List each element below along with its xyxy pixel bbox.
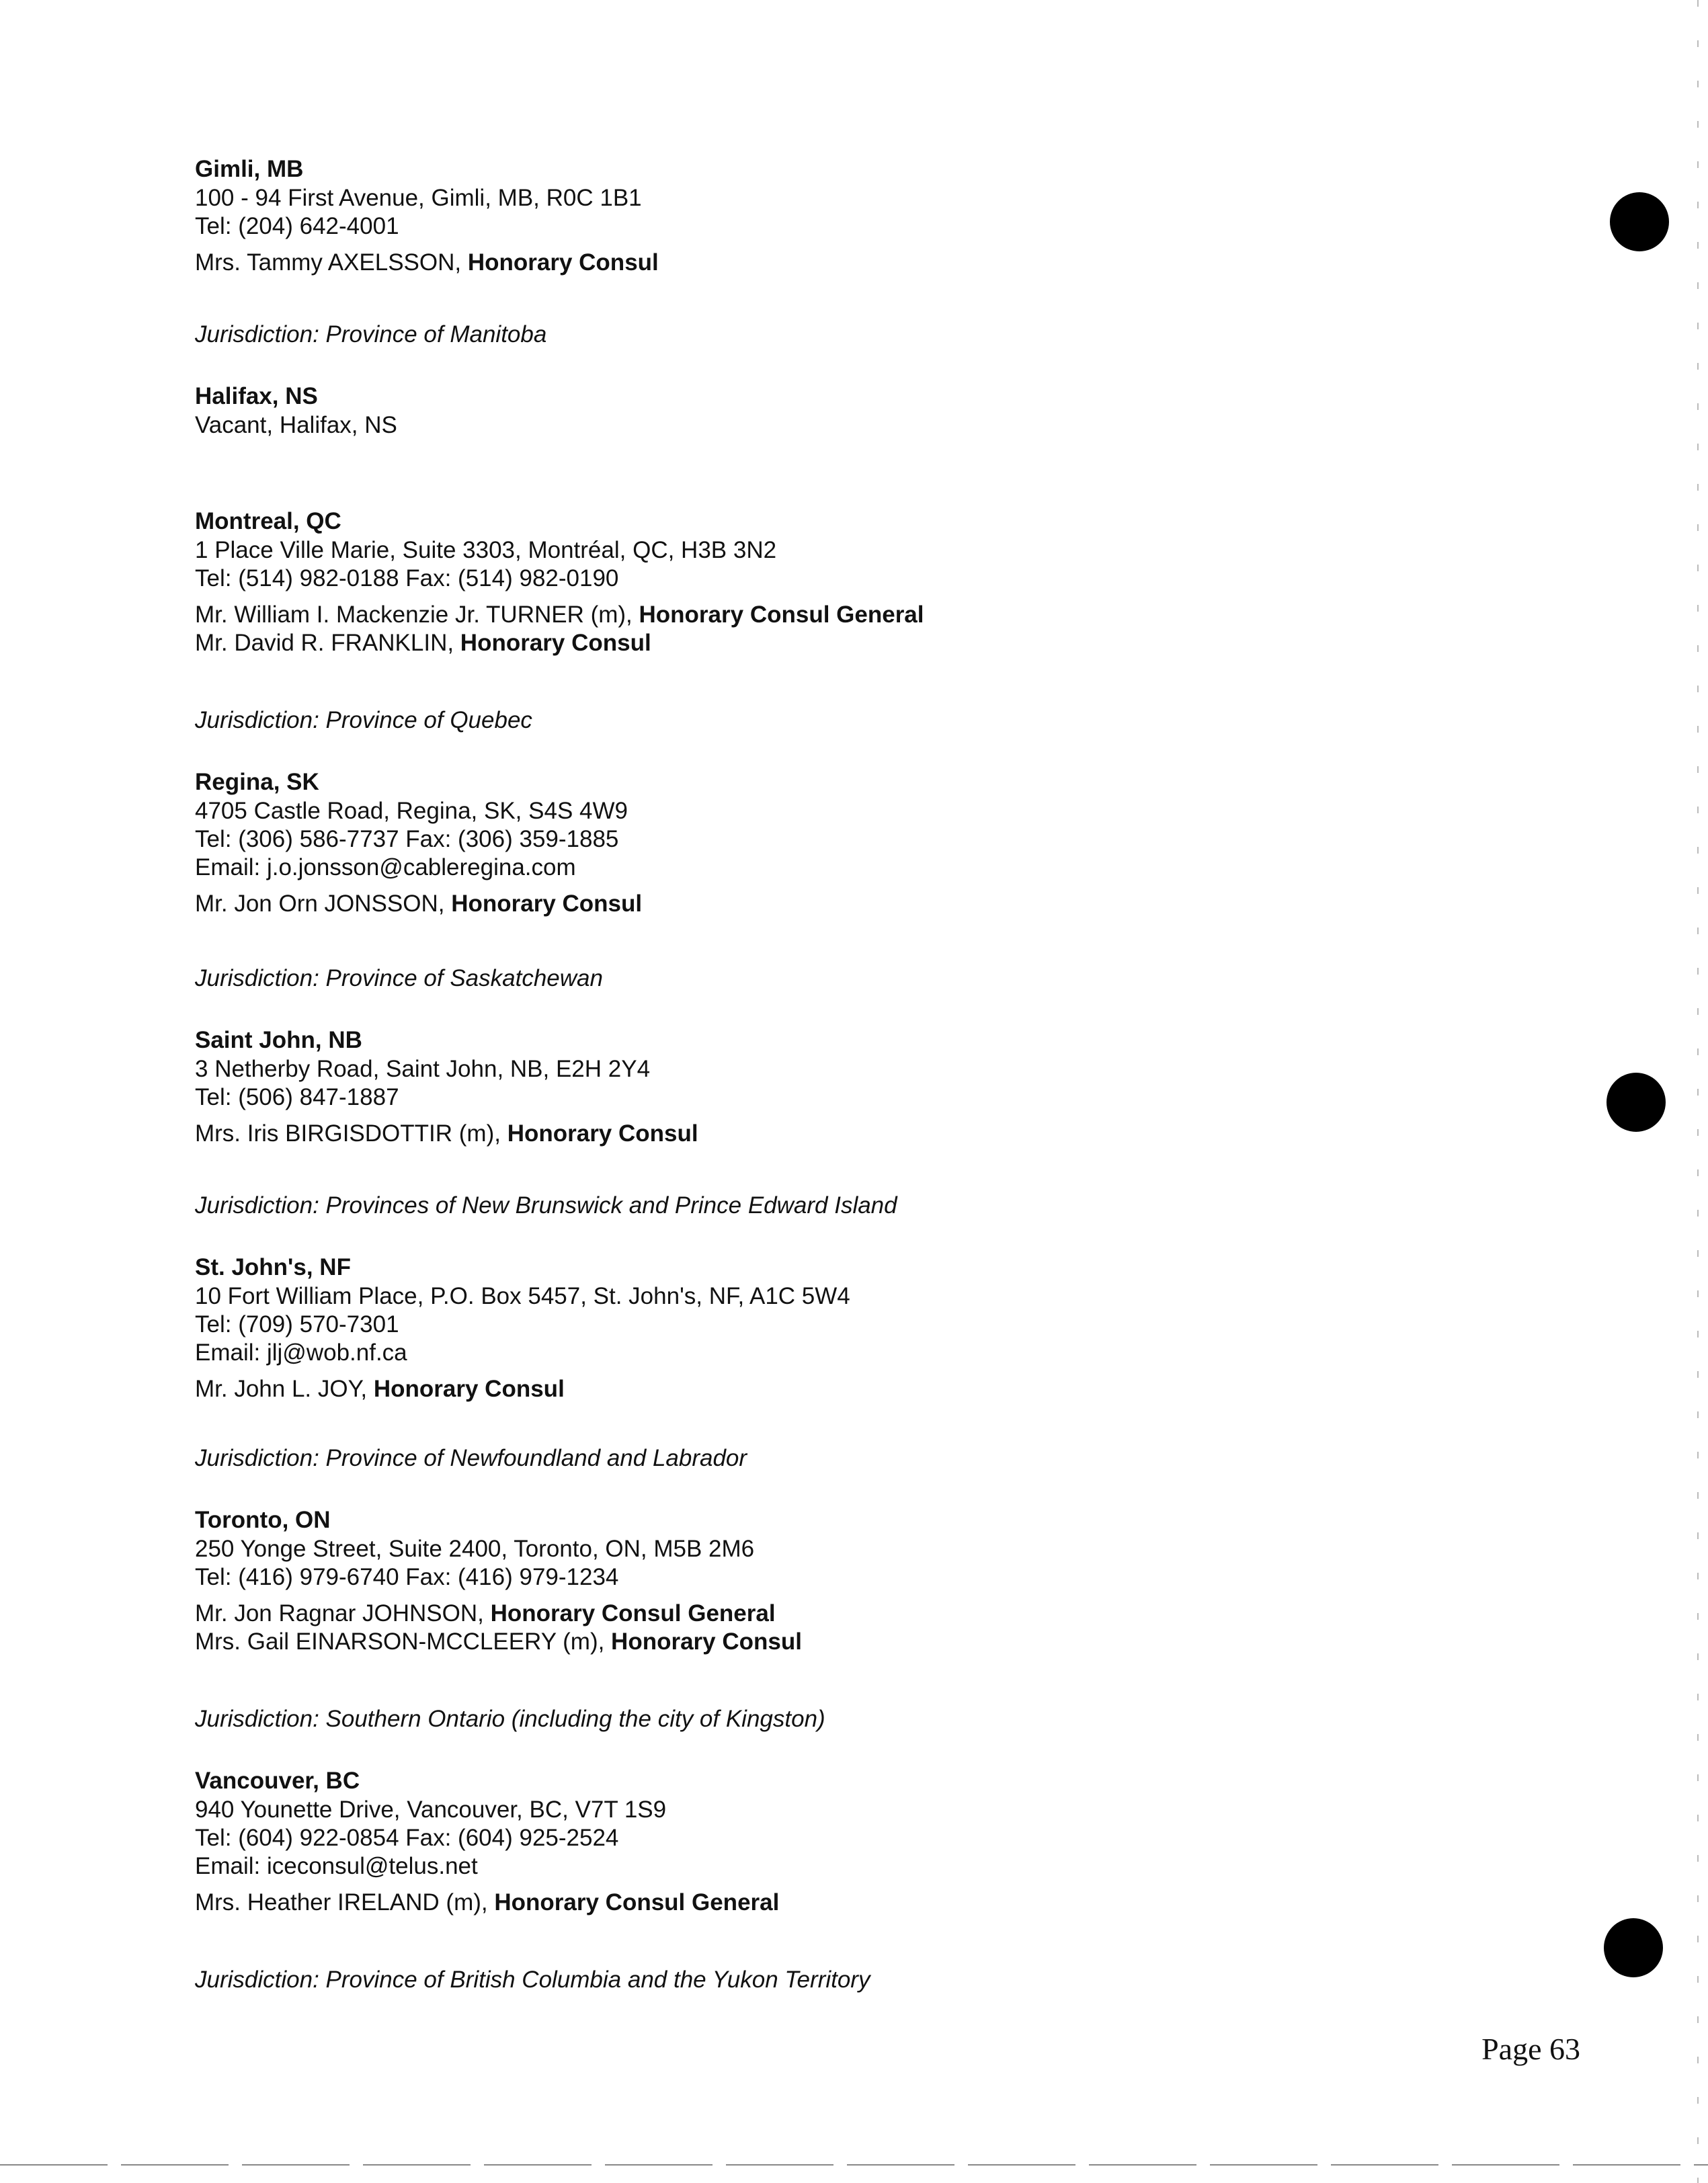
consul-name: Mrs. Gail EINARSON-MCCLEERY (m), xyxy=(195,1629,612,1655)
consul-name: Mrs. Iris BIRGISDOTTIR (m), xyxy=(195,1120,507,1147)
consul-title: Honorary Consul xyxy=(373,1376,565,1402)
email-line: Email: jlj@wob.nf.ca xyxy=(195,1340,407,1366)
consul-title: Honorary Consul General xyxy=(490,1600,776,1626)
city-heading: Regina, SK xyxy=(195,769,319,795)
jurisdiction-st-johns: Jurisdiction: Province of Newfoundland and Labrador xyxy=(195,1445,747,1471)
consul-name: Mr. William I. Mackenzie Jr. TURNER (m), xyxy=(195,602,639,628)
phone-line: Tel: (506) 847-1887 xyxy=(195,1084,399,1110)
address-line: 940 Younette Drive, Vancouver, BC, V7T 1S9 xyxy=(195,1797,667,1823)
consul-name: Mr. David R. FRANKLIN, xyxy=(195,630,460,656)
address-line: 100 - 94 First Avenue, Gimli, MB, R0C 1B1 xyxy=(195,185,642,211)
consulate-entry-montreal xyxy=(195,507,1270,657)
consul-line xyxy=(195,890,1270,918)
consul-name: Mrs. Heather IRELAND (m), xyxy=(195,1889,495,1916)
consul-line xyxy=(195,1375,1270,1403)
address-line: 10 Fort William Place, P.O. Box 5457, St. John's, NF, A1C 5W4 xyxy=(195,1283,850,1309)
scan-edge-right xyxy=(1697,0,1699,2183)
consulate-entry-regina xyxy=(195,768,1270,918)
consul-title: Honorary Consul xyxy=(507,1120,698,1147)
city-heading: Montreal, QC xyxy=(195,508,341,534)
address-line: 3 Netherby Road, Saint John, NB, E2H 2Y4 xyxy=(195,1056,651,1082)
punch-hole xyxy=(1610,192,1669,251)
consul-name: Mr. Jon Orn JONSSON, xyxy=(195,891,452,917)
punch-hole xyxy=(1607,1073,1666,1132)
jurisdiction-gimli: Jurisdiction: Province of Manitoba xyxy=(195,321,547,347)
punch-hole xyxy=(1604,1918,1663,1977)
page-number: Page 63 xyxy=(1481,2032,1580,2066)
phone-line: Tel: (514) 982-0188 Fax: (514) 982-0190 xyxy=(195,565,619,591)
scan-edge-bottom xyxy=(0,2164,1708,2166)
consul-title: Honorary Consul xyxy=(467,249,659,276)
consulate-entry-toronto xyxy=(195,1506,1270,1656)
address-line: 1 Place Ville Marie, Suite 3303, Montréal, QC, H3B 3N2 xyxy=(195,537,777,563)
city-heading: Toronto, ON xyxy=(195,1507,331,1533)
consulate-entry-vancouver xyxy=(195,1766,1270,1917)
consulate-entry-saint-john xyxy=(195,1026,1270,1148)
jurisdiction-regina: Jurisdiction: Province of Saskatchewan xyxy=(195,965,603,991)
phone-line: Tel: (204) 642-4001 xyxy=(195,213,399,239)
jurisdiction-vancouver: Jurisdiction: Province of British Columbia and the Yukon Territory xyxy=(195,1967,870,1993)
email-line: Email: j.o.jonsson@cableregina.com xyxy=(195,854,576,880)
address-line: 250 Yonge Street, Suite 2400, Toronto, ON, M5B 2M6 xyxy=(195,1536,755,1562)
consul-line xyxy=(195,1600,1270,1628)
phone-line: Tel: (306) 586-7737 Fax: (306) 359-1885 xyxy=(195,826,619,852)
city-heading: Vancouver, BC xyxy=(195,1768,360,1794)
consul-line xyxy=(195,1889,1270,1917)
consul-line xyxy=(195,1628,1270,1656)
consul-line xyxy=(195,601,1270,629)
city-heading: Saint John, NB xyxy=(195,1027,362,1053)
consul-name: Mrs. Tammy AXELSSON, xyxy=(195,249,468,276)
consul-title: Honorary Consul General xyxy=(494,1889,780,1916)
consul-title: Honorary Consul General xyxy=(639,602,924,628)
jurisdiction-saint-john: Jurisdiction: Provinces of New Brunswick and Prince Edward Island xyxy=(195,1192,897,1219)
email-line: Email: iceconsul@telus.net xyxy=(195,1853,478,1879)
consul-title: Honorary Consul xyxy=(460,630,651,656)
city-heading: Gimli, MB xyxy=(195,156,304,182)
consul-line xyxy=(195,629,1270,657)
phone-line: Tel: (416) 979-6740 Fax: (416) 979-1234 xyxy=(195,1564,619,1590)
phone-line: Tel: (709) 570-7301 xyxy=(195,1311,399,1337)
phone-line: Tel: (604) 922-0854 Fax: (604) 925-2524 xyxy=(195,1825,619,1851)
consulate-entry-gimli xyxy=(195,155,1270,277)
consul-title: Honorary Consul xyxy=(611,1629,802,1655)
city-heading: St. John's, NF xyxy=(195,1254,351,1280)
address-line: 4705 Castle Road, Regina, SK, S4S 4W9 xyxy=(195,798,628,824)
jurisdiction-toronto: Jurisdiction: Southern Ontario (including the city of Kingston) xyxy=(195,1706,825,1732)
consul-line xyxy=(195,1120,1270,1148)
consul-name: Mr. John L. JOY, xyxy=(195,1376,374,1402)
consul-name: Mr. Jon Ragnar JOHNSON, xyxy=(195,1600,491,1626)
city-heading: Halifax, NS xyxy=(195,383,318,409)
consul-line xyxy=(195,249,1270,277)
consulate-entry-halifax xyxy=(195,382,1270,440)
address-line: Vacant, Halifax, NS xyxy=(195,412,397,438)
jurisdiction-montreal: Jurisdiction: Province of Quebec xyxy=(195,707,532,733)
consulate-entry-st-johns xyxy=(195,1253,1270,1403)
consul-title: Honorary Consul xyxy=(451,891,643,917)
